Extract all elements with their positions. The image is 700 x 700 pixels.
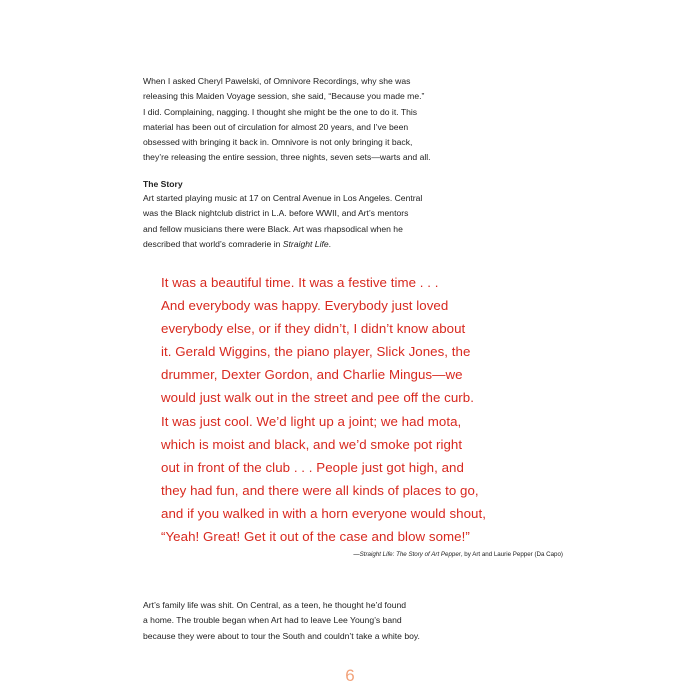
quote-line: which is moist and black, and we’d smoke pot right: [161, 436, 463, 452]
quote-line: and if you walked in with a horn everyone would shout,: [161, 505, 486, 521]
book-title: Straight Life: [282, 238, 329, 249]
quote-line: everybody else, or if they didn’t, I didn’t know about: [161, 321, 466, 337]
quote-line: out in front of the club . . . People just got high, and: [161, 459, 464, 475]
closing-line: a home. The trouble began when Art had to leave Lee Young’s band: [143, 615, 402, 626]
citation-title: —Straight Life: The Story of Art Pepper: [353, 551, 461, 558]
page-number: 6: [345, 666, 355, 685]
intro-line: they’re releasing the entire session, three nights, seven sets—warts and all.: [143, 152, 431, 163]
quote-line: they had fun, and there were all kinds of places to go,: [161, 482, 479, 498]
intro-line: material has been out of circulation for almost 20 years, and I’ve been: [143, 121, 409, 132]
quote-citation: [353, 550, 563, 560]
story-line-suffix: .: [328, 238, 332, 249]
intro-line: When I asked Cheryl Pawelski, of Omnivore Recordings, why she was: [143, 76, 411, 86]
story-line-prefix: described that world’s comraderie in: [143, 238, 283, 249]
intro-paragraph: [143, 74, 543, 166]
quote-line: would just walk out in the street and pee off the curb.: [161, 390, 474, 406]
closing-line: Art’s family life was shit. On Central, as a teen, he thought he’d found: [143, 600, 407, 610]
intro-line: I did. Complaining, nagging. I thought she might be the one to do it. This: [143, 106, 418, 117]
quote-line: It was a beautiful time. It was a festive time . . .: [161, 275, 439, 290]
story-line: Art started playing music at 17 on Central Avenue in Los Angeles. Central: [143, 193, 423, 203]
quote-line: “Yeah! Great! Get it out of the case and blow some!”: [161, 529, 470, 545]
story-line: and fellow musicians there were Black. Art was rhapsodical when he: [143, 223, 403, 234]
closing-line: because they were about to tour the South and couldn’t take a white boy.: [143, 630, 420, 641]
intro-line: obsessed with bringing it back in. Omnivore is not only bringing it back,: [143, 137, 413, 148]
quote-line: And everybody was happy. Everybody just loved: [161, 298, 449, 314]
quote-line: it. Gerald Wiggins, the piano player, Slick Jones, the: [161, 344, 471, 360]
story-line: was the Black nightclub district in L.A. before WWII, and Art’s mentors: [143, 208, 409, 219]
closing-paragraph: [143, 598, 543, 644]
citation-rest: , by Art and Laurie Pepper (Da Capo): [460, 551, 563, 558]
quote-line: drummer, Dexter Gordon, and Charlie Mingus—we: [161, 367, 463, 383]
quote-line: It was just cool. We’d light up a joint; we had mota,: [161, 413, 462, 429]
story-line-last: [143, 237, 543, 252]
section-heading-the-story: The Story: [143, 179, 183, 189]
pull-quote: [161, 271, 561, 548]
intro-line: releasing this Maiden Voyage session, she said, “Because you made me.”: [143, 91, 425, 102]
story-paragraph: [143, 191, 543, 252]
